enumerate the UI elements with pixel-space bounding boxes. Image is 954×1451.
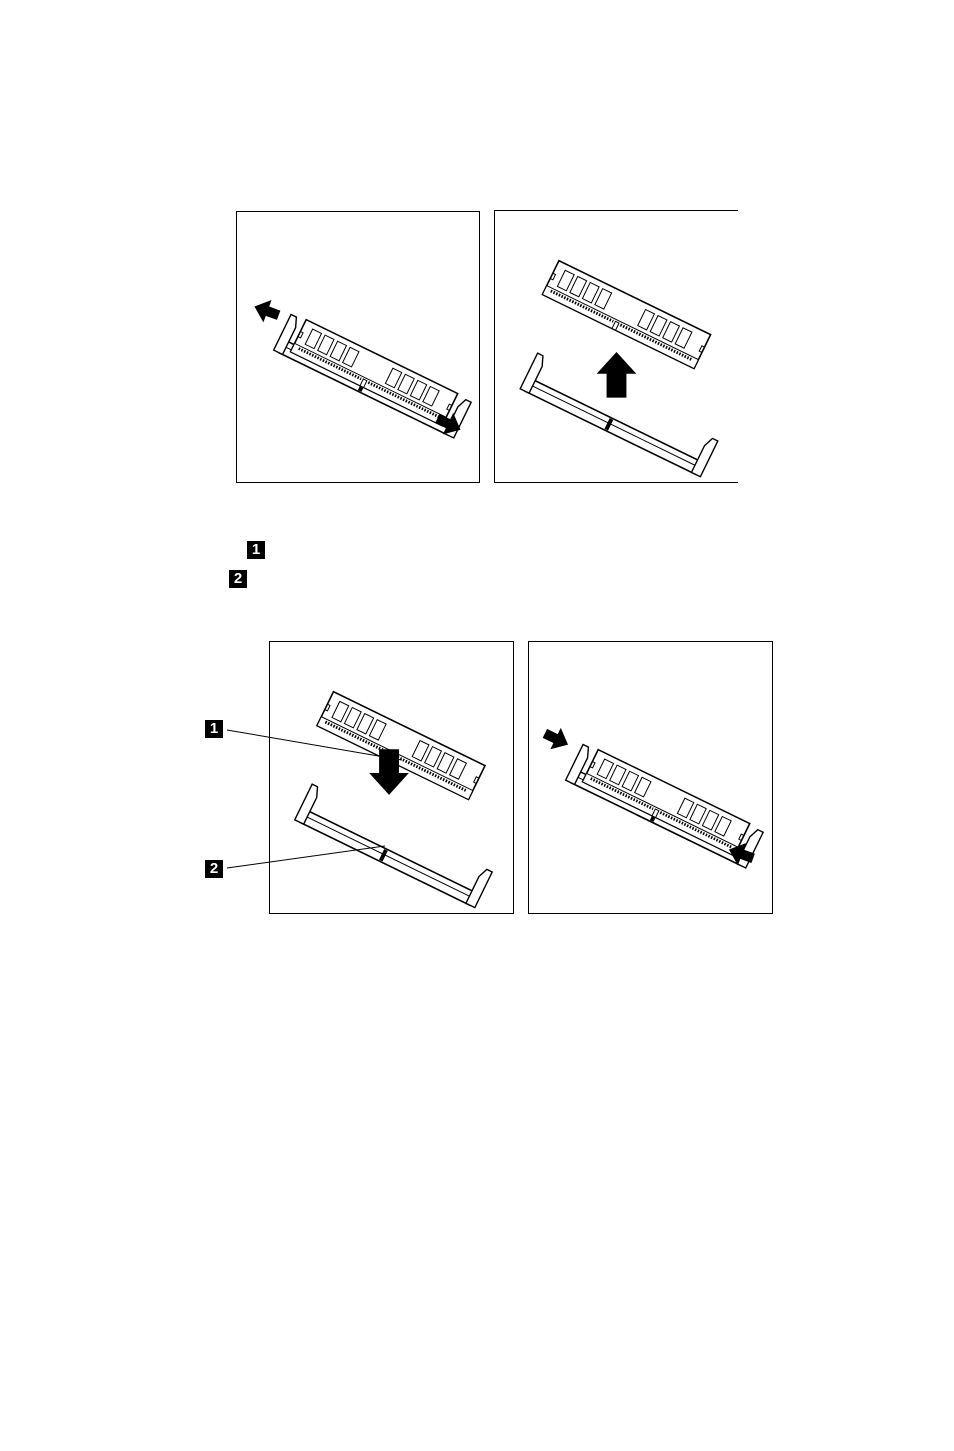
callout-2: 2 <box>229 570 247 588</box>
memory-module <box>542 261 710 369</box>
memory-slot <box>295 784 492 907</box>
memory-module <box>582 750 749 856</box>
callout-2-slot-key: 2 <box>205 860 223 878</box>
figure-panel-remove-module <box>494 210 738 483</box>
memory-module <box>317 692 485 800</box>
figure-panel-insert-module <box>269 641 514 914</box>
up-arrow-icon <box>597 352 637 398</box>
callout-1-module-notch: 1 <box>205 720 223 738</box>
memory-latch-illustration <box>529 642 772 913</box>
inward-arrow-icon <box>540 723 574 756</box>
memory-removal-illustration <box>237 212 479 482</box>
callout-1: 1 <box>247 541 265 559</box>
memory-lift-illustration <box>495 211 738 482</box>
outward-arrow-icon <box>250 295 282 326</box>
figure-panel-close-clips <box>528 641 773 914</box>
memory-module <box>290 320 457 426</box>
figure-panel-open-clips <box>236 211 480 483</box>
memory-insert-illustration <box>270 642 513 913</box>
